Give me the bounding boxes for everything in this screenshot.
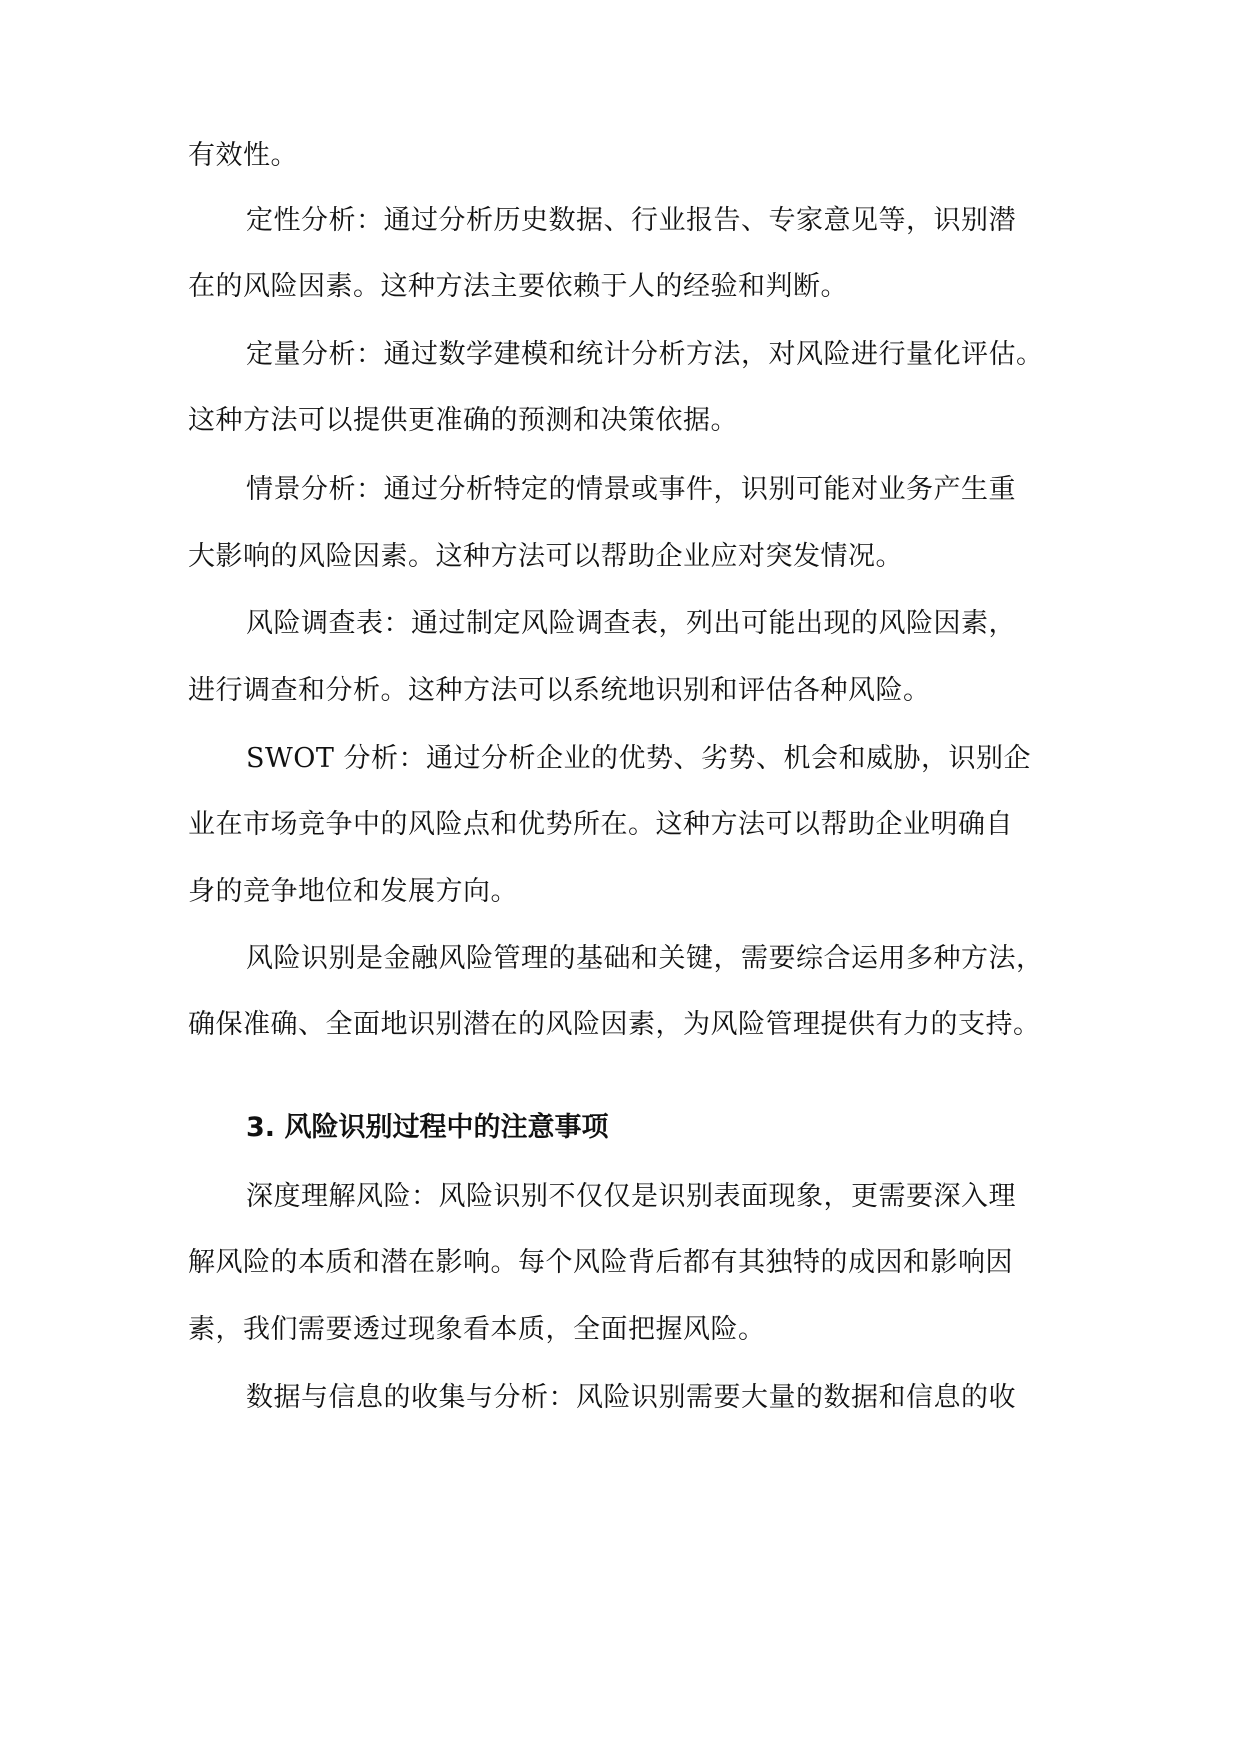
paragraph-qualitative-line2: 在的风险因素。这种方法主要依赖于人的经验和判断。 <box>188 271 848 302</box>
paragraph-quantitative-line1: 定量分析：通过数学建模和统计分析方法，对风险进行量化评估。 <box>246 339 1044 370</box>
paragraph-swot-line2: 业在市场竞争中的风险点和优势所在。这种方法可以帮助企业明确自 <box>188 809 1013 840</box>
paragraph-summary-line2: 确保准确、全面地识别潜在的风险因素，为风险管理提供有力的支持。 <box>188 1009 1041 1040</box>
paragraph-deep-understanding-line3: 素，我们需要透过现象看本质，全面把握风险。 <box>188 1314 766 1345</box>
paragraph-scenario-line1: 情景分析：通过分析特定的情景或事件，识别可能对业务产生重 <box>246 474 1016 505</box>
paragraph-scenario-line2: 大影响的风险因素。这种方法可以帮助企业应对突发情况。 <box>188 541 903 572</box>
text-line: 有效性。 <box>188 140 298 171</box>
paragraph-deep-understanding-line2: 解风险的本质和潜在影响。每个风险背后都有其独特的成因和影响因 <box>188 1247 1013 1278</box>
paragraph-survey-line2: 进行调查和分析。这种方法可以系统地识别和评估各种风险。 <box>188 675 931 706</box>
paragraph-quantitative-line2: 这种方法可以提供更准确的预测和决策依据。 <box>188 405 738 436</box>
paragraph-swot-line1: SWOT 分析：通过分析企业的优势、劣势、机会和威胁，识别企 <box>246 743 1031 774</box>
paragraph-swot-line3: 身的竞争地位和发展方向。 <box>188 876 518 907</box>
paragraph-deep-understanding-line1: 深度理解风险：风险识别不仅仅是识别表面现象，更需要深入理 <box>246 1181 1016 1212</box>
paragraph-summary-line1: 风险识别是金融风险管理的基础和关键，需要综合运用多种方法， <box>246 943 1044 974</box>
paragraph-data-collection-line1: 数据与信息的收集与分析：风险识别需要大量的数据和信息的收 <box>246 1382 1016 1413</box>
paragraph-qualitative-line1: 定性分析：通过分析历史数据、行业报告、专家意见等，识别潜 <box>246 205 1016 236</box>
paragraph-survey-line1: 风险调查表：通过制定风险调查表，列出可能出现的风险因素， <box>246 608 1016 639</box>
section-heading: 3. 风险识别过程中的注意事项 <box>246 1112 609 1143</box>
